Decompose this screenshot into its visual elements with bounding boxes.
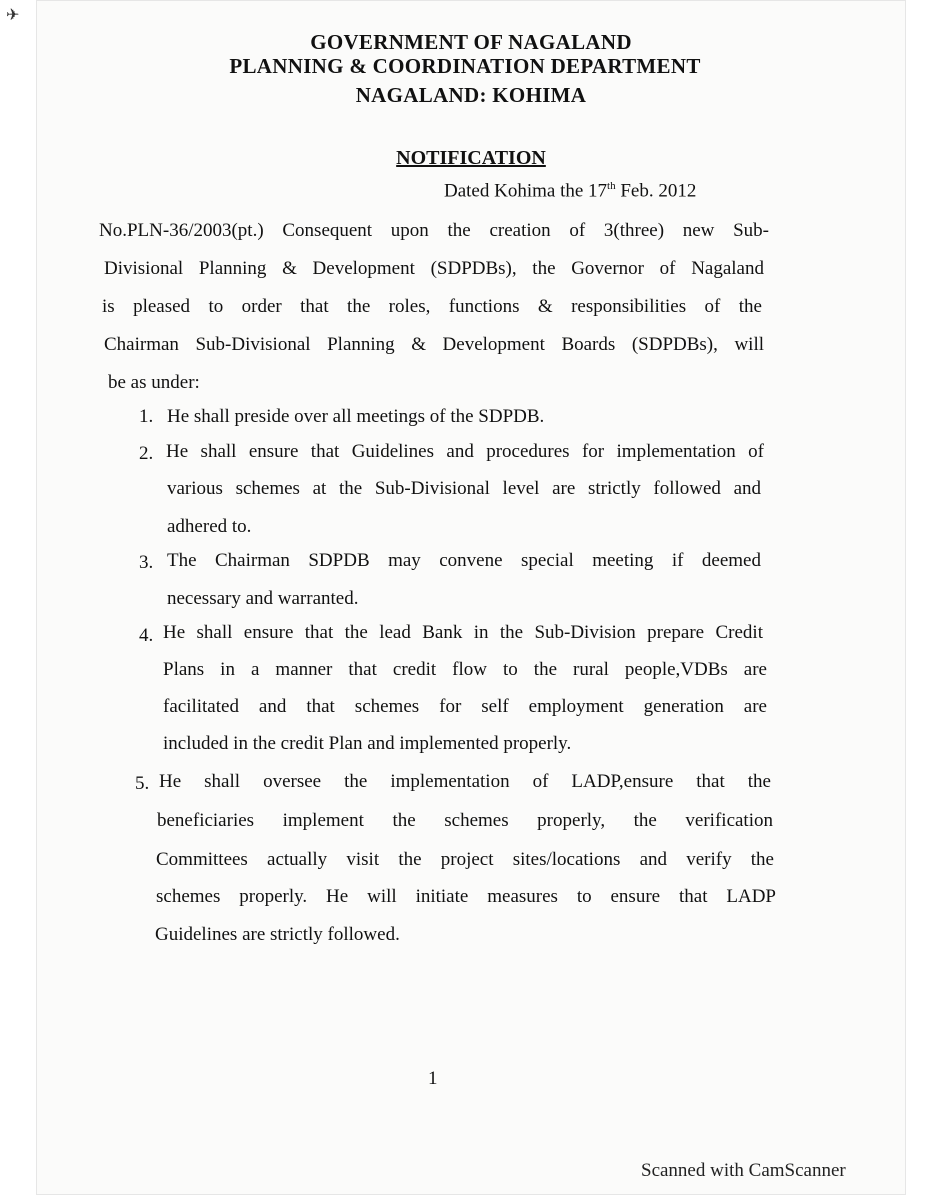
list-item-line: necessary and warranted. — [167, 588, 359, 609]
list-item-line: He shall ensure that the lead Bank in the Sub-Division prepare Credit — [163, 622, 763, 643]
list-item-line: facilitated and that schemes for self employment generation are — [163, 696, 767, 717]
list-item-line: He shall preside over all meetings of the SDPDB. — [167, 406, 545, 427]
date-line — [444, 180, 696, 202]
header-location: NAGALAND: KOHIMA — [355, 83, 587, 107]
header-department: PLANNING & COORDINATION DEPARTMENT — [229, 54, 701, 78]
document-page — [36, 0, 906, 1195]
list-item-line: Plans in a manner that credit flow to the rural people,VDBs are — [163, 659, 767, 680]
list-item-line: He shall ensure that Guidelines and procedures for implementation of — [166, 441, 764, 462]
list-item-number: 3. — [139, 552, 154, 573]
list-item-number: 1. — [139, 406, 154, 427]
date-rest: Feb. 2012 — [615, 180, 697, 202]
list-item-number: 5. — [135, 773, 150, 794]
list-item-line: Guidelines are strictly followed. — [155, 924, 400, 945]
list-item-number: 4. — [139, 625, 154, 646]
list-item-line: Committees actually visit the project sites/locations and verify the — [156, 849, 774, 870]
intro-line: is pleased to order that the roles, functions & responsibilities of the — [102, 296, 762, 317]
edge-mark: ✈ — [6, 7, 20, 24]
list-item-line: He shall oversee the implementation of LADP,ensure that the — [159, 771, 771, 792]
list-item-line: included in the credit Plan and implemented properly. — [163, 733, 572, 754]
intro-line: be as under: — [108, 372, 200, 393]
header-government: GOVERNMENT OF NAGALAND — [310, 30, 632, 54]
notification-title: NOTIFICATION — [396, 147, 546, 169]
list-item-line: The Chairman SDPDB may convene special meeting if deemed — [167, 550, 761, 571]
page-number: 1 — [428, 1068, 438, 1089]
intro-line: Divisional Planning & Development (SDPDBs), the Governor of Nagaland — [104, 258, 764, 279]
list-item-line: schemes properly. He will initiate measures to ensure that LADP — [156, 886, 776, 907]
intro-line: Chairman Sub-Divisional Planning & Development Boards (SDPDBs), will — [104, 334, 764, 355]
scanner-watermark: Scanned with CamScanner — [641, 1160, 846, 1181]
list-item-line: adhered to. — [167, 516, 252, 537]
list-item-number: 2. — [139, 443, 154, 464]
list-item-line: beneficiaries implement the schemes properly, the verification — [157, 810, 773, 831]
intro-line: No.PLN-36/2003(pt.) Consequent upon the creation of 3(three) new Sub- — [99, 220, 769, 241]
date-prefix: Dated Kohima the 17 — [444, 180, 608, 202]
list-item-line: various schemes at the Sub-Divisional level are strictly followed and — [167, 478, 761, 499]
date-ordinal: th — [607, 180, 616, 192]
